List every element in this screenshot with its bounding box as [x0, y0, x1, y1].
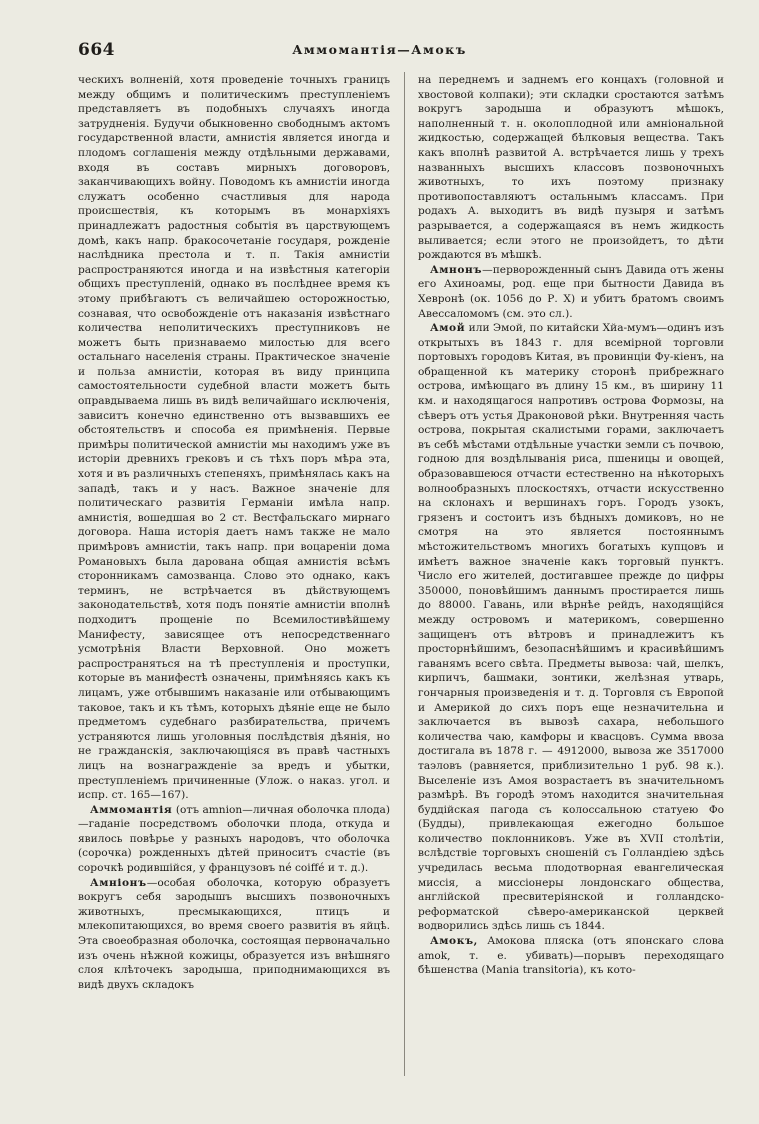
paragraph-text: ческихъ волненій, хотя проведеніе точныхъ границъ между общимъ и политическимъ преступленіемъ представляетъ въ подобныхъ случаяхъ иногда затрудненія. Будучи обыкновенно свободнымъ актомъ государственной власти, амнистія является иногда и плодомъ соглашенія между отдѣльными державами, входя въ составъ мирныхъ договоровъ, заканчивающихъ войну. Поводомъ къ амнистіи иногда служатъ особенно счастливыя для народа происшествія, къ которымъ въ монархіяхъ принадлежатъ радостныя событія въ царствующемъ домѣ, какъ напр. бракосочетаніе государя, рожденіе наслѣдника престола и т. п. Такія амнистіи распространяются иногда и на извѣстныя категоріи общихъ преступленій, однако въ послѣднее время къ этому прибѣгаютъ съ величайшею осторожностью, сознавая, что освобожденіе отъ наказанія извѣстнаго количества неполитическихъ преступниковъ не можетъ быть признаваемо милостью для всего остальнаго населенія страны. Практическое значеніе и польза амнистіи, которая въ виду принципа самостоятельности судебной власти можетъ быть оправдываема лишь въ видѣ величайшаго исключенія, зависитъ конечно единственно отъ вызвавшихъ ее обстоятельствъ и способа ея примѣненія. Первые примѣры политической амнистіи мы находимъ уже въ исторіи древнихъ грековъ и съ тѣхъ поръ мѣра эта, хотя и въ различныхъ степеняхъ, примѣнялась какъ на западѣ, такъ и у насъ. Важное значеніе для политическаго развитія Германіи имѣла напр. амнистія, вошедшая во 2 ст. Вестфальскаго мирнаго договора. Наша исторія даетъ намъ также не мало примѣровъ амнистіи, такъ напр. при воцареніи дома Романовыхъ была дарована общая амнистія всѣмъ сторонникамъ самозванца. Слово это однако, какъ терминъ, не встрѣчается въ дѣйствующемъ законодательствѣ, хотя подъ понятіе амнистіи вполнѣ подходитъ прощеніе по Всемилостивѣйшему Манифесту, зависящее отъ непосредственнаго усмотрѣнія Власти Верховной. Оно можетъ распространяться на тѣ преступленія и проступки, которые въ манифестѣ означены, примѣняясь какъ къ лицамъ, уже отбывшимъ наказаніе или отбывающимъ таковое, такъ и къ тѣмъ, которыхъ дѣяніе еще не было предметомъ судебнаго разбирательства, причемъ устраняются лишь уголовныя послѣдствія дѣянія, но не гражданскія, заключающіяся въ правѣ частныхъ лицъ на вознагражденіе за вредъ и убытки, преступленіемъ причиненные (Улож. о наказ. угол. и испр. ст. 165—167). [78, 74, 390, 802]
column-divider [404, 72, 405, 1076]
entry-amnon [418, 263, 724, 321]
entry-text: —особая оболочка, которую образуетъ вокругъ себя зародышъ высшихъ позвоночныхъ животныхъ, пресмыкающихся, птицъ и млекопитающихся, во время своего развитія въ яйцѣ. Эта своеобразная оболочка, состоящая первоначально изъ очень нѣжной кожицы, образуется изъ внѣшняго слоя клѣточекъ зародыша, приподнимающихся въ видѣ двухъ складокъ [78, 876, 390, 991]
entry-headword: Амой [430, 322, 466, 335]
article-continuation [78, 73, 390, 803]
article-continuation [418, 73, 724, 263]
entry-amok [418, 934, 724, 978]
right-column [418, 73, 724, 1078]
entry-amoy [418, 321, 724, 934]
page-number: 664 [78, 40, 115, 60]
entry-headword: Амокъ, [430, 935, 478, 948]
left-column [78, 73, 390, 1078]
entry-text: Амокова пляска (отъ японскаго слова amok, т. е. убивать)—порывъ переходящаго бѣшенства (Mania transitoria), къ кото- [418, 935, 724, 977]
entry-headword: Аммомантія [90, 803, 173, 816]
entry-text: или Эмой, по китайски Хйа-мумъ—одинъ изъ открытыхъ въ 1843 г. для всемірной торговли портовыхъ городовъ Китая, въ провинціи Фу-кіенъ, на обращенной къ материку сторонѣ прибрежнаго острова, имѣющаго въ длину 15 км., въ ширину 11 км. и находящагося напротивъ острова Формозы, на сѣверъ отъ устья Драконовой рѣки. Внутренняя часть острова, покрытая скалистыми горами, заключаетъ въ себѣ мѣстами отдѣльные участки земли съ почвою, годною для воздѣлыванія риса, пшеницы и овощей, образовавшеюся отчасти естественно на нѣкоторыхъ волнообразныхъ плоскостяхъ, отчасти искусственно на склонахъ и вершинахъ горъ. Городъ узокъ, грязенъ и состоитъ изъ бѣдныхъ домиковъ, но не смотря на это является постояннымъ мѣстожительствомъ многихъ богатыхъ купцовъ и имѣетъ важное значеніе какъ торговый пунктъ. Число его жителей, достигавшее прежде до цифры 350000, поновѣйшимъ даннымъ простирается лишь до 88000. Гавань, или вѣрнѣе рейдъ, находящійся между островомъ и материкомъ, совершенно защищенъ отъ вѣтровъ и принадлежитъ къ просторнѣйшимъ, безопаснѣйшимъ и красивѣйшимъ гаванямъ всего свѣта. Предметы вывоза: чай, шелкъ, кирпичъ, башмаки, зонтики, желѣзная утварь, гончарныя произведенія и т. д. Торговля съ Европой и Америкой до сихъ поръ еще незначительна и заключается въ вывозѣ сахара, небольшого количества чаю, камфоры и квасцовъ. Сумма ввоза достигала въ 1878 г. — 4912000, вывоза же 3517000 таэловъ (равняется, приблизительно 1 руб. 98 к.). Выселеніе изъ Амоя возрастаетъ въ значительномъ размѣрѣ. Въ городѣ этомъ находится значительная буддійская пагода съ колоссальною статуею Фо (Будды), привлекающая ежегодно большое количество поклонниковъ. Уже въ XVII столѣтіи, вслѣдствіе торговыхъ сношеній съ Голландіею здѣсь учредилась весьма плодотворная евангелическая миссія, а миссіонеры лондонскаго общества, англійской пресвитеріянской и голландско-реформатской сѣверо-американской церквей водворились здѣсь лишь съ 1844. [418, 322, 724, 933]
entry-ammomantia [78, 803, 390, 876]
paragraph-text: на переднемъ и заднемъ его концахъ (головной и хвостовой колпаки); эти складки сростаются затѣмъ вокругъ зародыша и образуютъ мѣшокъ, наполненный т. н. околоплодной или амніональной жидкостью, содержащей бѣлковыя вещества. Такъ какъ вполнѣ развитой А. встрѣчается лишь у трехъ названныхъ высшихъ классовъ позвоночныхъ животныхъ, то ихъ поэтому признаку противопоставляютъ остальнымъ классамъ. При родахъ А. выходитъ въ видѣ пузыря и затѣмъ разрывается, а содержащаяся въ немъ жидкость выливается; если этого не произойдетъ, то дѣти рождаются въ мѣшкѣ. [418, 74, 724, 262]
entry-text: (отъ amnion—личная оболочка плода)—гаданіе посредствомъ оболочки плода, откуда и явилось повѣрье у разныхъ народовъ, что оболочка (сорочка) рожденныхъ дѣтей приноситъ счастіе (въ сорочкѣ родившійся, у французовъ né coiffé и т. д.). [78, 803, 390, 875]
entry-text: —перворожденный сынъ Давида отъ жены его Ахиноамы, род. еще при бытности Давида въ Хевронѣ (ок. 1056 до Р. Х) и убитъ братомъ своимъ Авессаломомъ (см. это сл.). [418, 263, 724, 320]
entry-headword: Амніонъ [90, 876, 147, 889]
entry-amnion [78, 876, 390, 993]
entry-headword: Амнонъ [430, 263, 483, 276]
running-title: Аммомантія—Амокъ [292, 42, 467, 57]
